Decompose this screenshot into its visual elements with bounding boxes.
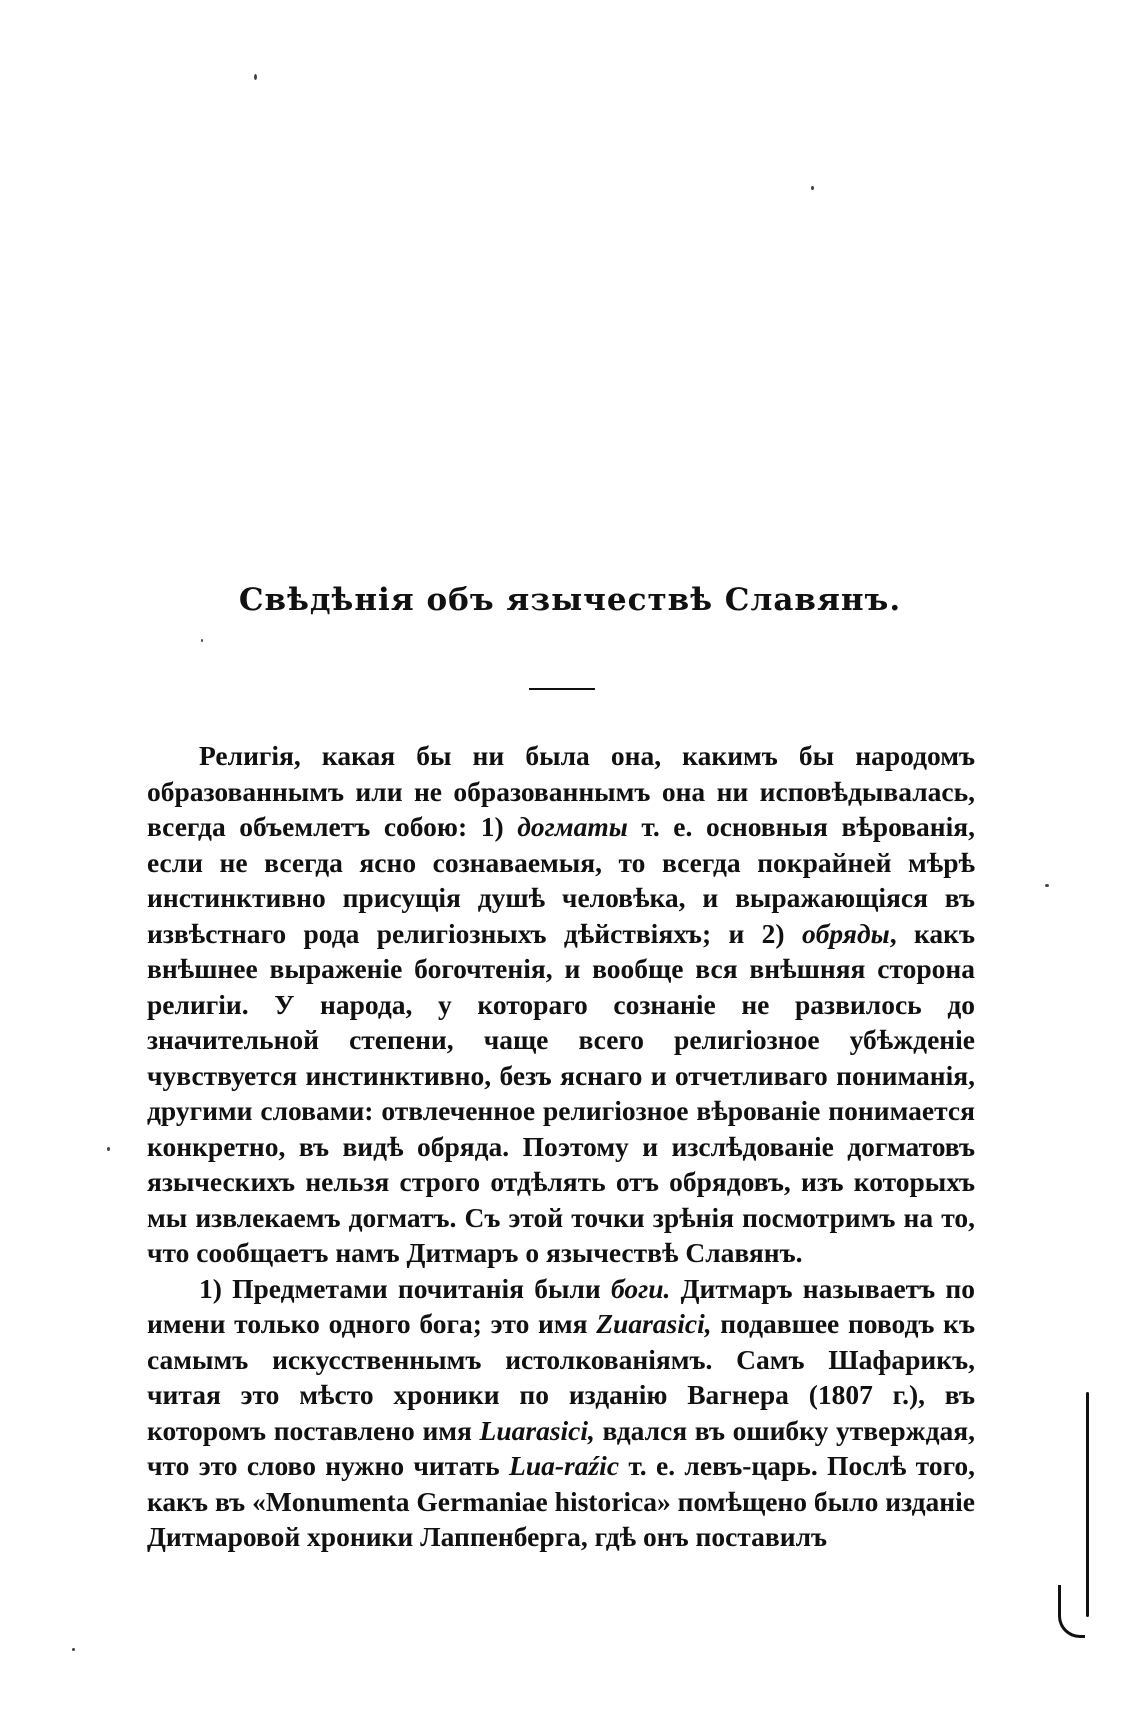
paragraph-2 — [147, 1271, 975, 1555]
text-run: 1) Предметами почитанія были — [199, 1272, 611, 1304]
text-run: т. е. левъ-царь. Послѣ того, какъ въ «Monumenta Germaniae historica» помѣщено было изданіе Дитмаровой хроники Лаппенберга, гдѣ онъ поставилъ — [147, 1450, 975, 1552]
text-run: Религія, какая бы ни была она, какимъ бы народомъ образованнымъ или не образованнымъ она ни исповѣдывалась, всегда объемлетъ собою: 1) — [147, 740, 975, 842]
margin-pencil-hook — [1058, 1585, 1085, 1638]
text-run: Дитмаръ называетъ по имени только одного бога; это имя — [147, 1272, 975, 1339]
italic-run: Zuarasici, — [596, 1308, 712, 1339]
chapter-title: Свѣдѣнія объ язычествѣ Славянъ. — [238, 582, 902, 618]
scan-speck — [811, 186, 814, 190]
scan-speck — [107, 1147, 110, 1151]
text-run: , какъ внѣшнее выраженіе богочтенія, и вообще вся внѣшняя сторона религіи. У народа, у котораго сознаніе не развилось до значительной степени, чаще всего религіозное убѣжденіе чувствуется инстинктивно, безъ яснаго и отчетливаго пониманія, другими словами: отвлеченное религіозное вѣрованіе понимается конкретно, въ видѣ обряда. Поэтому и изслѣдованіе догматовъ языческихъ нельзя строго отдѣлять отъ обрядовъ, изъ которыхъ мы извлекаемъ догматъ. Съ этой точки зрѣнія посмотримъ на то, что сообщаетъ намъ Дитмаръ о язычествѣ Славянъ. — [147, 917, 975, 1268]
scan-speck — [72, 1648, 75, 1651]
margin-pencil-mark — [1086, 1392, 1089, 1617]
title-divider — [529, 688, 595, 690]
italic-run: Luarasici, — [479, 1414, 595, 1446]
scan-speck — [201, 639, 203, 642]
text-run: вдался въ ошибку утверждая, что это слово нужно читать — [147, 1414, 975, 1481]
italic-run: боги. — [610, 1272, 671, 1304]
scan-speck — [254, 74, 257, 80]
text-run: подавшее поводъ къ самымъ искусственнымъ истолкованіямъ. Самъ Шафарикъ, читая это мѣсто хроники по изданію Вагнера (1807 г.), въ которомъ поставлено имя — [147, 1308, 976, 1446]
italic-run: Lua-raźic — [509, 1450, 620, 1481]
italic-run: обряды — [801, 917, 890, 949]
text-run: т. е. основныя вѣрованія, если не всегда ясно сознаваемыя, то всегда покрайней мѣрѣ инстинктивно присущія душѣ человѣка, и выражающіяся въ извѣстнаго рода религіозныхъ дѣйствіяхъ; и 2) — [147, 811, 975, 949]
body-text — [147, 738, 975, 1555]
scan-speck — [1045, 884, 1049, 887]
italic-run: догматы — [517, 811, 628, 842]
paragraph-1 — [147, 738, 975, 1271]
